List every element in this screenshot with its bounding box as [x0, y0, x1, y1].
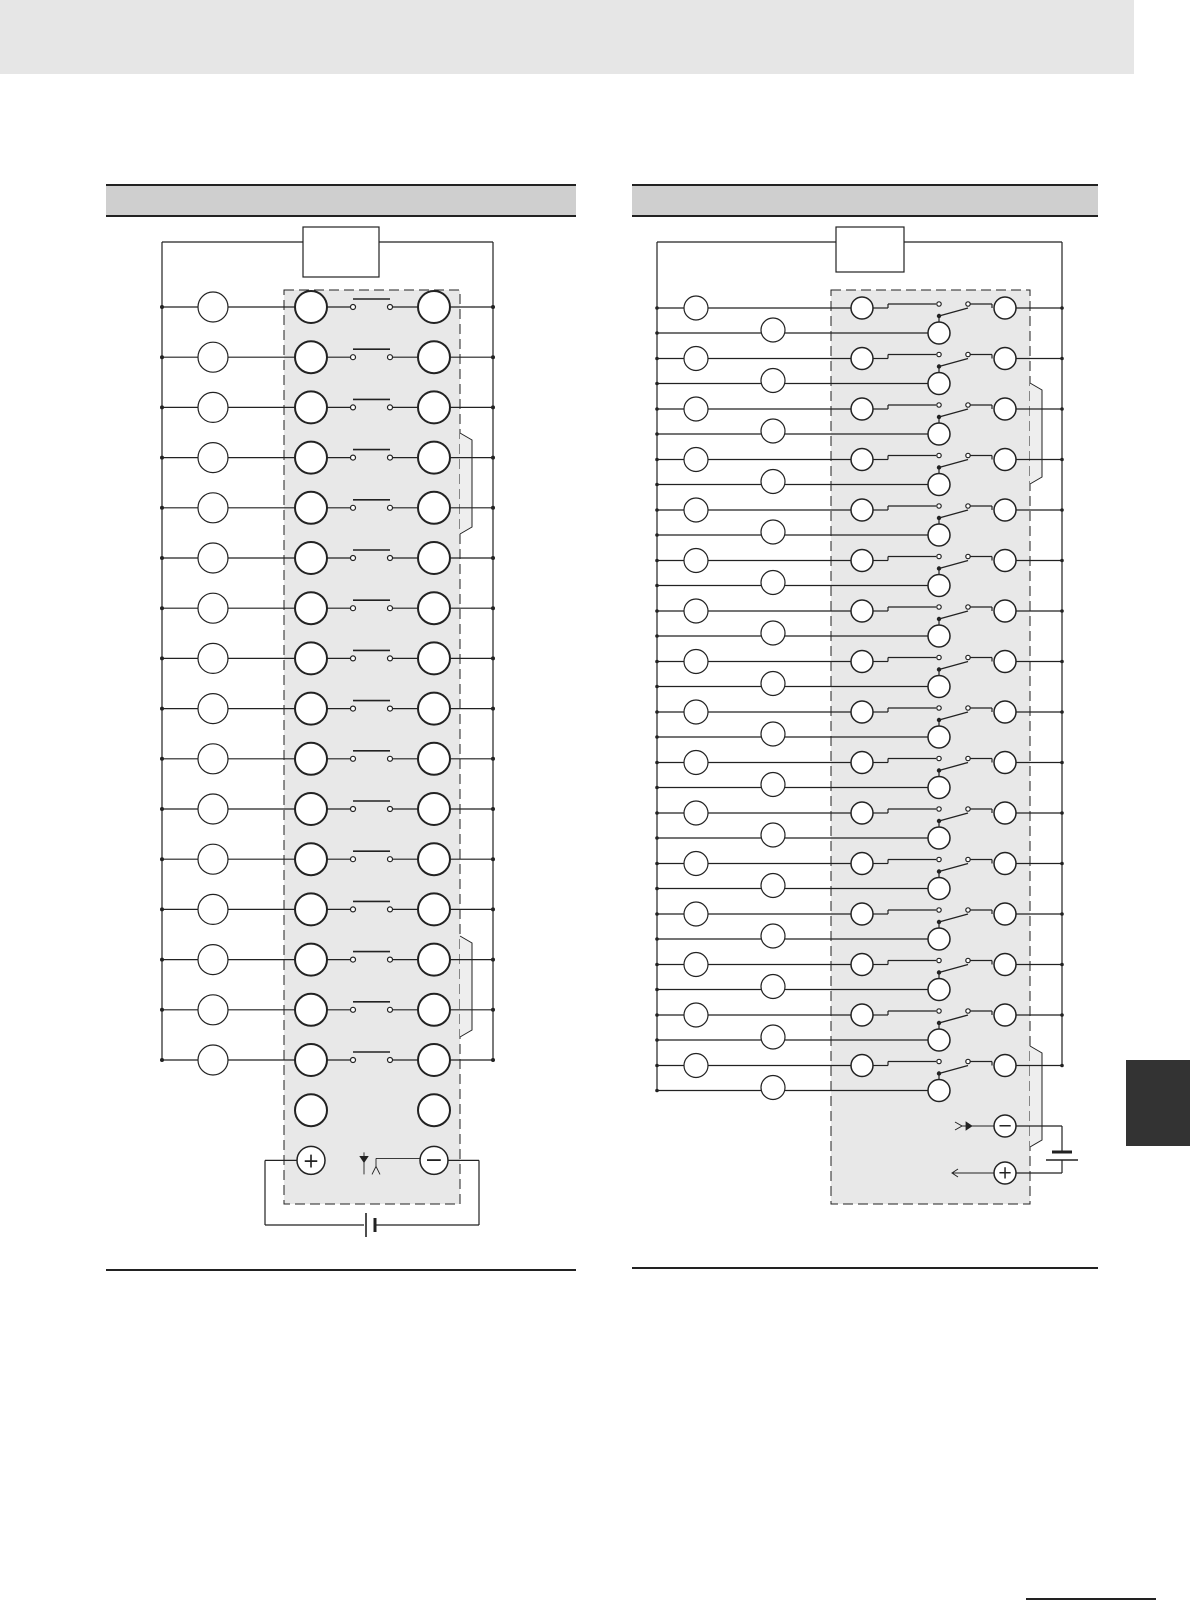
- spare-terminal: [295, 1094, 327, 1126]
- connector-flange-lower: [460, 936, 472, 1037]
- input-terminal: [851, 449, 873, 471]
- input-terminal: [851, 1055, 873, 1077]
- output-terminal: [994, 954, 1016, 976]
- input-terminal: [851, 499, 873, 521]
- load-circle: [198, 643, 228, 673]
- input-terminal: [295, 341, 327, 373]
- output-terminal: [418, 743, 450, 775]
- output-terminal: [994, 398, 1016, 420]
- right-junction: [491, 355, 495, 359]
- common-terminal: [928, 928, 950, 950]
- input-terminal: [851, 600, 873, 622]
- input-terminal: [851, 398, 873, 420]
- contact-point: [966, 807, 970, 811]
- output-terminal: [418, 843, 450, 875]
- load-circle: [684, 1054, 708, 1078]
- right-junction: [1060, 508, 1064, 512]
- contact-point: [966, 605, 970, 609]
- contact-point: [937, 1009, 941, 1013]
- secondary-load-circle: [761, 520, 785, 544]
- output-terminal: [418, 994, 450, 1026]
- load-circle: [198, 392, 228, 422]
- output-terminal: [994, 297, 1016, 319]
- right-junction: [491, 506, 495, 510]
- contact-point: [351, 505, 356, 510]
- load-circle: [198, 844, 228, 874]
- common-terminal: [928, 625, 950, 647]
- right-junction: [1060, 761, 1064, 765]
- left-junction: [655, 306, 659, 310]
- common-terminal: [928, 726, 950, 748]
- contact-point: [966, 1009, 970, 1013]
- common-terminal: [928, 373, 950, 395]
- load-circle: [198, 794, 228, 824]
- secondary-load-circle: [761, 924, 785, 948]
- left-junction: [160, 1008, 164, 1012]
- output-terminal: [994, 651, 1016, 673]
- secondary-load-circle: [761, 672, 785, 696]
- left-junction: [160, 405, 164, 409]
- secondary-load-circle: [761, 470, 785, 494]
- section-header-bar: [106, 185, 576, 216]
- output-terminal: [994, 1004, 1016, 1026]
- input-terminal: [295, 391, 327, 423]
- left-junction: [160, 958, 164, 962]
- right-junction: [1060, 1064, 1064, 1068]
- common-terminal: [928, 878, 950, 900]
- input-terminal: [851, 802, 873, 824]
- left-junction: [655, 331, 659, 335]
- section-header-bar: [632, 185, 1098, 216]
- load-circle: [198, 694, 228, 724]
- contact-point: [966, 554, 970, 558]
- contact-point: [937, 453, 941, 457]
- common-terminal: [928, 827, 950, 849]
- contact-point: [388, 957, 393, 962]
- contact-point: [388, 706, 393, 711]
- load-circle: [684, 852, 708, 876]
- output-terminal: [994, 348, 1016, 370]
- load-circle: [684, 801, 708, 825]
- input-terminal: [295, 492, 327, 524]
- plus-symbol: +: [302, 1148, 320, 1173]
- right-junction: [491, 305, 495, 309]
- contact-point: [351, 1058, 356, 1063]
- input-terminal: [295, 743, 327, 775]
- left-junction: [655, 862, 659, 866]
- contact-point: [388, 606, 393, 611]
- contact-point: [937, 504, 941, 508]
- left-junction: [160, 456, 164, 460]
- left-junction: [160, 556, 164, 560]
- secondary-load-circle: [761, 975, 785, 999]
- contact-point: [388, 1058, 393, 1063]
- contact-point: [966, 504, 970, 508]
- load-circle: [684, 397, 708, 421]
- left-junction: [655, 508, 659, 512]
- input-terminal: [851, 1004, 873, 1026]
- left-junction: [655, 1013, 659, 1017]
- output-terminal: [994, 449, 1016, 471]
- left-junction: [655, 735, 659, 739]
- right-junction: [1060, 407, 1064, 411]
- common-terminal: [928, 524, 950, 546]
- left-junction: [655, 1089, 659, 1093]
- input-terminal: [295, 793, 327, 825]
- left-junction: [655, 432, 659, 436]
- contact-point: [351, 807, 356, 812]
- load-circle: [684, 902, 708, 926]
- contact-point: [966, 352, 970, 356]
- contact-point: [351, 1007, 356, 1012]
- input-terminal: [851, 903, 873, 925]
- right-junction: [491, 807, 495, 811]
- load-circle: [684, 650, 708, 674]
- contact-point: [351, 857, 356, 862]
- left-junction: [655, 660, 659, 664]
- right-junction: [491, 907, 495, 911]
- contact-point: [937, 554, 941, 558]
- right-junction: [1060, 912, 1064, 916]
- right-junction: [1060, 306, 1064, 310]
- left-junction: [655, 559, 659, 563]
- common-terminal: [928, 676, 950, 698]
- left-junction: [655, 357, 659, 361]
- load-circle: [684, 549, 708, 573]
- contact-point: [388, 405, 393, 410]
- left-junction: [160, 807, 164, 811]
- right-junction: [1060, 458, 1064, 462]
- load-circle: [198, 894, 228, 924]
- contact-point: [351, 556, 356, 561]
- contact-point: [966, 655, 970, 659]
- contact-point: [388, 857, 393, 862]
- contact-point: [351, 756, 356, 761]
- output-terminal: [994, 600, 1016, 622]
- common-terminal: [928, 575, 950, 597]
- right-junction: [1060, 609, 1064, 613]
- right-junction: [1060, 559, 1064, 563]
- contact-point: [966, 958, 970, 962]
- contact-point: [388, 756, 393, 761]
- left-junction: [160, 355, 164, 359]
- right-junction: [1060, 963, 1064, 967]
- left-junction: [655, 1064, 659, 1068]
- left-junction: [160, 707, 164, 711]
- output-terminal: [418, 442, 450, 474]
- left-junction: [655, 634, 659, 638]
- connector-flange-lower: [1030, 1046, 1042, 1147]
- minus-symbol: −: [997, 1115, 1013, 1137]
- contact-point: [966, 302, 970, 306]
- right-junction: [1060, 660, 1064, 664]
- contact-point: [966, 706, 970, 710]
- common-box: [836, 227, 904, 272]
- right-junction: [491, 958, 495, 962]
- secondary-load-circle: [761, 419, 785, 443]
- input-terminal: [295, 542, 327, 574]
- load-circle: [684, 498, 708, 522]
- input-terminal: [295, 442, 327, 474]
- load-circle: [684, 1003, 708, 1027]
- output-terminal: [418, 793, 450, 825]
- input-terminal: [851, 348, 873, 370]
- input-terminal: [851, 651, 873, 673]
- output-terminal: [994, 701, 1016, 723]
- input-terminal: [295, 893, 327, 925]
- output-terminal: [418, 492, 450, 524]
- left-junction: [655, 685, 659, 689]
- connector-flange-upper: [1030, 383, 1042, 484]
- left-junction: [160, 857, 164, 861]
- contact-point: [351, 305, 356, 310]
- contact-point: [388, 556, 393, 561]
- left-junction: [655, 483, 659, 487]
- secondary-load-circle: [761, 722, 785, 746]
- right-junction: [1060, 1013, 1064, 1017]
- secondary-load-circle: [761, 823, 785, 847]
- output-terminal: [994, 903, 1016, 925]
- load-circle: [684, 953, 708, 977]
- contact-point: [388, 807, 393, 812]
- contact-point: [388, 907, 393, 912]
- right-junction: [491, 656, 495, 660]
- output-terminal: [994, 752, 1016, 774]
- load-circle: [198, 1045, 228, 1075]
- output-terminal: [418, 693, 450, 725]
- left-junction: [160, 1058, 164, 1062]
- output-terminal: [418, 944, 450, 976]
- contact-point: [966, 1059, 970, 1063]
- load-circle: [684, 296, 708, 320]
- secondary-load-circle: [761, 1025, 785, 1049]
- output-terminal: [418, 893, 450, 925]
- contact-point: [937, 352, 941, 356]
- contact-point: [351, 957, 356, 962]
- input-terminal: [851, 752, 873, 774]
- left-junction: [655, 710, 659, 714]
- contact-point: [388, 355, 393, 360]
- load-circle: [198, 543, 228, 573]
- load-circle: [198, 443, 228, 473]
- input-terminal: [295, 291, 327, 323]
- output-terminal: [418, 642, 450, 674]
- right-junction: [1060, 811, 1064, 815]
- output-terminal: [994, 499, 1016, 521]
- common-terminal: [928, 777, 950, 799]
- output-terminal: [994, 1055, 1016, 1077]
- contact-point: [937, 706, 941, 710]
- contact-point: [966, 403, 970, 407]
- minus-symbol: −: [424, 1147, 444, 1173]
- input-terminal: [295, 843, 327, 875]
- input-terminal: [851, 853, 873, 875]
- load-circle: [684, 700, 708, 724]
- contact-point: [351, 907, 356, 912]
- contact-point: [937, 908, 941, 912]
- secondary-load-circle: [761, 874, 785, 898]
- right-wiring-diagram: [632, 185, 1098, 1268]
- common-terminal: [928, 322, 950, 344]
- output-terminal: [418, 542, 450, 574]
- load-circle: [684, 599, 708, 623]
- contact-point: [351, 355, 356, 360]
- contact-point: [966, 857, 970, 861]
- contact-point: [937, 655, 941, 659]
- secondary-load-circle: [761, 773, 785, 797]
- left-junction: [655, 988, 659, 992]
- load-circle: [198, 292, 228, 322]
- right-junction: [491, 405, 495, 409]
- common-terminal: [928, 423, 950, 445]
- input-terminal: [295, 994, 327, 1026]
- contact-point: [351, 706, 356, 711]
- load-circle: [198, 342, 228, 372]
- load-circle: [198, 995, 228, 1025]
- load-circle: [684, 751, 708, 775]
- contact-point: [937, 756, 941, 760]
- left-junction: [655, 382, 659, 386]
- load-circle: [198, 945, 228, 975]
- contact-point: [388, 305, 393, 310]
- plus-symbol: +: [997, 1162, 1013, 1184]
- left-junction: [655, 963, 659, 967]
- right-junction: [491, 1008, 495, 1012]
- contact-point: [966, 756, 970, 760]
- right-junction: [491, 1058, 495, 1062]
- left-junction: [655, 533, 659, 537]
- contact-point: [388, 455, 393, 460]
- output-terminal: [418, 291, 450, 323]
- input-terminal: [851, 701, 873, 723]
- left-junction: [655, 836, 659, 840]
- common-terminal: [928, 979, 950, 1001]
- left-junction: [655, 609, 659, 613]
- right-junction: [491, 456, 495, 460]
- common-terminal: [928, 474, 950, 496]
- secondary-load-circle: [761, 621, 785, 645]
- input-terminal: [295, 592, 327, 624]
- secondary-load-circle: [761, 1076, 785, 1100]
- right-junction: [1060, 357, 1064, 361]
- input-terminal: [851, 297, 873, 319]
- right-junction: [491, 857, 495, 861]
- output-terminal: [994, 802, 1016, 824]
- contact-point: [937, 958, 941, 962]
- contact-point: [937, 605, 941, 609]
- contact-point: [351, 606, 356, 611]
- output-terminal: [994, 853, 1016, 875]
- contact-point: [966, 453, 970, 457]
- contact-point: [351, 405, 356, 410]
- load-circle: [684, 448, 708, 472]
- right-junction: [491, 556, 495, 560]
- common-box: [303, 227, 379, 277]
- left-junction: [160, 606, 164, 610]
- load-circle: [684, 347, 708, 371]
- common-terminal: [928, 1080, 950, 1102]
- output-terminal: [418, 391, 450, 423]
- left-junction: [160, 757, 164, 761]
- secondary-load-circle: [761, 571, 785, 595]
- right-junction: [491, 606, 495, 610]
- left-junction: [160, 907, 164, 911]
- right-junction: [491, 757, 495, 761]
- right-junction: [1060, 710, 1064, 714]
- connector-flange-upper: [460, 433, 472, 534]
- contact-point: [937, 807, 941, 811]
- load-circle: [198, 744, 228, 774]
- input-terminal: [295, 944, 327, 976]
- right-junction: [1060, 862, 1064, 866]
- contact-point: [937, 1059, 941, 1063]
- input-terminal: [295, 693, 327, 725]
- spare-terminal: [418, 1094, 450, 1126]
- input-terminal: [295, 642, 327, 674]
- left-junction: [160, 656, 164, 660]
- contact-point: [351, 656, 356, 661]
- output-terminal: [418, 341, 450, 373]
- contact-point: [966, 908, 970, 912]
- left-junction: [655, 584, 659, 588]
- left-junction: [655, 887, 659, 891]
- load-circle: [198, 493, 228, 523]
- left-junction: [160, 305, 164, 309]
- contact-point: [937, 857, 941, 861]
- right-junction: [491, 707, 495, 711]
- left-junction: [160, 506, 164, 510]
- contact-point: [937, 302, 941, 306]
- common-terminal: [928, 1029, 950, 1051]
- left-junction: [655, 912, 659, 916]
- left-junction: [655, 407, 659, 411]
- contact-point: [388, 656, 393, 661]
- secondary-load-circle: [761, 369, 785, 393]
- left-wiring-diagram: [106, 185, 576, 1270]
- contact-point: [388, 505, 393, 510]
- input-terminal: [295, 1044, 327, 1076]
- left-junction: [655, 786, 659, 790]
- input-terminal: [851, 954, 873, 976]
- output-terminal: [418, 1044, 450, 1076]
- contact-point: [351, 455, 356, 460]
- contact-point: [388, 1007, 393, 1012]
- left-junction: [655, 761, 659, 765]
- left-junction: [655, 458, 659, 462]
- secondary-load-circle: [761, 318, 785, 342]
- left-junction: [655, 1038, 659, 1042]
- left-junction: [655, 811, 659, 815]
- contact-point: [937, 403, 941, 407]
- left-junction: [655, 937, 659, 941]
- output-terminal: [418, 592, 450, 624]
- input-terminal: [851, 550, 873, 572]
- load-circle: [198, 593, 228, 623]
- output-terminal: [994, 550, 1016, 572]
